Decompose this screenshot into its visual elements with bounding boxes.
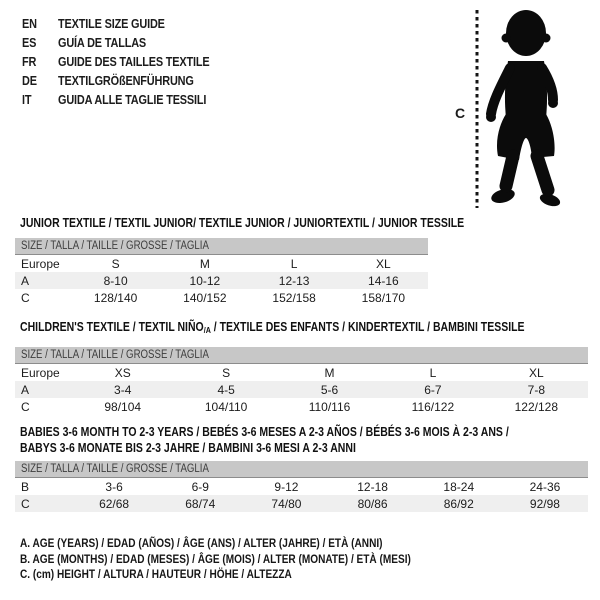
title-subscript: /A — [203, 325, 211, 335]
junior-section-title-text: JUNIOR TEXTILE / TEXTIL JUNIOR/ TEXTILE JUNIOR / JUNIORTEXTIL / JUNIOR TESSILE — [20, 216, 465, 230]
guide-title-es: GUÍA DE TALLAS — [58, 35, 147, 50]
cell: 12-18 — [357, 479, 388, 494]
cell: 24-36 — [529, 479, 561, 494]
column-header: S — [222, 365, 231, 380]
table-row-height — [15, 495, 588, 512]
language-row-fr — [22, 52, 238, 71]
row-label: A — [21, 382, 30, 397]
column-header: L — [429, 365, 437, 380]
cell: 98/104 — [104, 399, 142, 414]
cell: 8-10 — [103, 273, 128, 288]
language-row-it — [22, 90, 238, 109]
guide-title-de: TEXTILGRÖßENFÜHRUNG — [58, 73, 194, 88]
cell: 158/170 — [361, 290, 406, 305]
language-row-es — [22, 33, 238, 52]
table-row-age-months — [15, 478, 588, 495]
junior-size-table — [15, 238, 428, 306]
cell: 3-6 — [105, 479, 123, 494]
cell: 10-12 — [189, 273, 221, 288]
cell: 128/140 — [93, 290, 138, 305]
table-row-age — [15, 381, 588, 398]
region-label: Europe — [21, 256, 60, 271]
cell: 4-5 — [217, 382, 235, 397]
table-row-age — [15, 272, 428, 289]
language-row-en — [22, 14, 238, 33]
cell: 92/98 — [529, 496, 560, 511]
cell: 62/68 — [99, 496, 130, 511]
height-measure-label: C — [455, 105, 466, 121]
row-label: A — [21, 273, 30, 288]
cell: 14-16 — [368, 273, 399, 288]
language-row-de — [22, 71, 238, 90]
table-header-row — [15, 255, 428, 272]
column-header: XS — [114, 365, 131, 380]
table-row-height — [15, 289, 428, 306]
babies-section-title — [20, 425, 600, 456]
cell: 122/128 — [514, 399, 559, 414]
guide-title-fr: GUIDE DES TAILLES TEXTILE — [58, 54, 210, 69]
babies-title-line2: BABYS 3-6 MONATE BIS 2-3 JAHRE / BAMBINI 3-6 MESI A 2-3 ANNI — [20, 440, 356, 455]
size-header-bar — [15, 238, 428, 255]
table-row-height — [15, 398, 588, 415]
children-section-title-text — [20, 320, 525, 335]
cell: 3-4 — [114, 382, 132, 397]
column-header: S — [111, 256, 120, 271]
row-label: C — [21, 290, 30, 305]
cell: 80/86 — [357, 496, 388, 511]
guide-title-it: GUIDA ALLE TAGLIE TESSILI — [58, 92, 207, 107]
language-code: EN — [22, 16, 37, 31]
row-label: C — [21, 496, 30, 511]
children-section-title — [20, 320, 600, 335]
title-part: / TEXTILE DES ENFANTS / KINDERTEXTIL / BAMBINI TESSILE — [210, 320, 525, 334]
babies-title-line1: BABIES 3-6 MONTH TO 2-3 YEARS / BEBÉS 3-6 MESES A 2-3 AÑOS / BÉBÉS 3-6 MOIS À 2-3 ANS / — [20, 425, 509, 439]
cell: 140/152 — [183, 290, 227, 305]
title-part: CHILDREN'S TEXTILE / TEXTIL NIÑO — [20, 320, 204, 334]
cell: 18-24 — [443, 479, 475, 494]
guide-title-en: TEXTILE SIZE GUIDE — [58, 16, 165, 31]
cell: 6-9 — [191, 479, 209, 494]
row-label: B — [21, 479, 30, 494]
cell: 152/158 — [272, 290, 316, 305]
language-code: IT — [22, 92, 32, 107]
footnote-c: C. (cm) HEIGHT / ALTURA / HAUTEUR / HÖHE / ALTEZZA — [20, 567, 292, 581]
language-code: ES — [22, 35, 37, 50]
junior-section-title — [20, 216, 549, 230]
height-dashed-line — [473, 8, 481, 210]
cell: 7-8 — [527, 382, 545, 397]
cell: 110/116 — [308, 399, 351, 414]
size-header-bar — [15, 347, 588, 364]
column-header: L — [290, 256, 298, 271]
cell: 9-12 — [274, 479, 299, 494]
region-label: Europe — [21, 365, 60, 380]
column-header: XL — [376, 256, 391, 271]
size-header-text: SIZE / TALLA / TAILLE / GRÖSSE / TAGLIA — [21, 463, 209, 475]
cell: 74/80 — [271, 496, 302, 511]
column-header: M — [324, 365, 335, 380]
column-header: M — [199, 256, 210, 271]
row-label: C — [21, 399, 30, 414]
language-title-block — [22, 14, 238, 109]
size-header-text: SIZE / TALLA / TAILLE / GRÖSSE / TAGLIA — [21, 240, 209, 252]
cell: 68/74 — [185, 496, 216, 511]
cell: 116/122 — [411, 399, 455, 414]
table-header-row — [15, 364, 588, 381]
size-header-text: SIZE / TALLA / TAILLE / GRÖSSE / TAGLIA — [21, 349, 209, 361]
column-header: XL — [528, 365, 544, 380]
cell: 6-7 — [424, 382, 442, 397]
cell: 104/110 — [204, 399, 248, 414]
babies-size-table — [15, 461, 588, 512]
cell: 86/92 — [443, 496, 474, 511]
language-code: FR — [22, 54, 37, 69]
language-code: DE — [22, 73, 37, 88]
footnote-b: B. AGE (MONTHS) / EDAD (MESES) / ÂGE (MOIS) / ALTER (MONATE) / ETÀ (MESI) — [20, 551, 411, 566]
cell: 5-6 — [320, 382, 339, 397]
size-header-bar — [15, 461, 588, 478]
cell: 12-13 — [278, 273, 310, 288]
footnote-a: A. AGE (YEARS) / EDAD (AÑOS) / ÂGE (ANS) / ALTER (JAHRE) / ETÀ (ANNI) — [20, 536, 383, 550]
legend-footnotes — [20, 536, 485, 583]
children-size-table — [15, 347, 588, 415]
baby-silhouette-icon — [484, 6, 574, 210]
